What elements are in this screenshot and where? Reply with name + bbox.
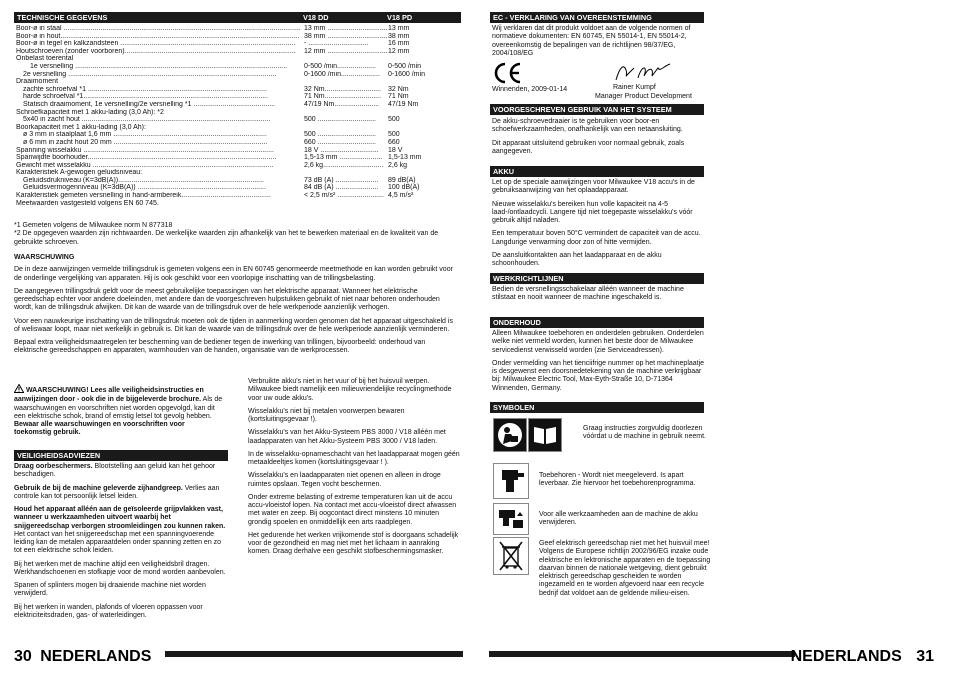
spec-label: Draaimoment	[16, 78, 59, 86]
right-language: NEDERLANDS	[790, 648, 902, 666]
signer-title: Manager Product Development	[595, 93, 692, 100]
tech-header: TECHNISCHE GEGEVENS	[17, 13, 108, 22]
spec-label: Boor-ø in staal ..........................................................................................................................	[16, 25, 301, 32]
spec-label: 2e versnelling ...........................................................................................................	[23, 70, 277, 78]
ond-p1: Alleen Milwaukee toebehoren en onderdelen gebruiken. Onderdelen welke niet vermeld worden, kunnen het beste door de Milwaukee servicedienst verwisseld worden (zie Serviceadressen).	[492, 330, 704, 354]
footnotes	[14, 222, 460, 247]
use-p2: Dit apparaat uitsluitend gebruiken voor normaal gebruik, zoals aangegeven.	[492, 139, 685, 155]
spec-row	[16, 200, 456, 208]
m1: Verbruikte akku's niet in het vuur of bij het huisvuil werpen. Milwaukee biedt namelijk een milieuvriendelijke recyclingmethode voor uw oude akku's.	[248, 378, 452, 402]
caution-bold-2: Bewaar alle waarschuwingen en voorschriften voor toekomstig gebruik.	[14, 421, 185, 437]
spec-label: Gewicht met wisselakku .............................................................................................	[16, 161, 274, 169]
m4: In de wisselakku-opnameschacht van het laadapparaat mogen géén metaaldeeltjes komen (kortsluitingsgevaar ! ).	[248, 450, 460, 466]
s1-bold: Draag oorbeschermers.	[14, 463, 93, 470]
caution-text: Als de waarschuwingen en voorschriften niet worden opgevolgd, kan dit een elektrische schok, brand of ernstig letsel tot gevolg hebben.	[14, 396, 223, 420]
spec-row	[16, 78, 456, 86]
akku-p3: Een temperatuur boven 50°C vermindert de capaciteit van de accu. Langdurige verwarming door zon of hitte vermijden.	[492, 230, 701, 246]
spec-label: Karakteristiek gemeten versnelling in hand-armbereik..............................................	[16, 192, 271, 200]
spec-value-v18dd: - ...............................	[304, 40, 369, 48]
spec-value-v18dd: 71 Nm.............................	[304, 93, 382, 101]
sym4-text: Geef elektrisch gereedschap niet met het huisvuil mee! Volgens de Europese richtlijn 2002/96/EG inzake oude elektrische en lektronische apparaten en de toepassing daarvan binnen de nationale wetgeving, dient gebruikt elektrisch gereedschap gescheiden te worden ingezameld en te worden afgevoerd naar een recycle bedrijf dat voldoet aan de geldende milieu-eisen.	[539, 540, 711, 597]
spec-value-v18pd: 13 mm	[388, 25, 410, 32]
spec-label: Spanwijdte boorhouder.................................................................................................	[16, 154, 277, 162]
signer-name: Rainer Kumpf	[613, 84, 656, 91]
warning-p4: Bepaal extra veiligheidsmaatregelen ter bescherming van de bediener tegen de inwerking van trillingen, bijvoorbeeld: onderhoud van elektrische gereedschappen en apparaten, warmhouden van de handen, organisatie van de werkprocessen.	[14, 339, 426, 355]
werk-header-bar	[490, 273, 704, 284]
sym3-text: Voor alle werkzaamheden aan de machine de akku verwijderen.	[539, 511, 698, 527]
col2-header: V18 PD	[387, 13, 413, 22]
m2: Wisselakku's niet bij metalen voorwerpen bewaren (kortsluitingsgevaar !).	[248, 407, 405, 423]
spec-value-v18dd: < 2,5 m/s² ........................	[304, 192, 384, 200]
caution-bold: WAARSCHUWING! Lees alle veiligheidsinstructies en aanwijzingen door - ook die in de bijgeleverde brochure.	[14, 387, 204, 404]
spec-row	[16, 139, 456, 147]
spec-label: Meetwaarden vastgesteld volgens EN 60 745.	[16, 199, 159, 207]
col1-header: V18 DD	[303, 13, 329, 22]
sym-header-bar	[490, 402, 704, 413]
spec-label: Boorkapaciteit met 1 akku-lading (3,0 Ah):	[16, 123, 146, 131]
spec-value-v18pd: 18 V	[388, 146, 403, 154]
sym2-text: Toebehoren - Wordt niet meegeleverd. Is apart leverbaar. Zie hiervoor het toebehorenprogramma.	[539, 472, 696, 488]
spec-row	[16, 86, 456, 94]
spec-label: 1e versnelling .............................................................................................................	[30, 62, 288, 70]
werk-p1: Bedien de versnellingsschakelaar alléén wanneer de machine stilstaat en nooit wanneer de machine ingeschakeld is.	[492, 286, 684, 302]
spec-value-v18dd: 12 mm ...............................	[304, 47, 388, 55]
use-section	[492, 118, 702, 161]
spec-label: Boor-ø in tegel en kalkzandsteen ..........................................................................................	[16, 40, 296, 48]
tech-header-bar	[14, 12, 461, 23]
spec-row	[16, 131, 456, 139]
spec-label: Spanning wisselakku ..................................................................................................	[16, 146, 274, 154]
left-page-number: 30	[14, 648, 32, 666]
spec-value-v18pd: 12 mm	[388, 47, 410, 55]
warning-title: WAARSCHUWING	[14, 254, 75, 261]
spec-value-v18dd: 13 mm ...............................	[304, 25, 388, 32]
spec-value-v18pd: 0-1600 /min	[388, 70, 425, 78]
spec-value-v18pd: 32 Nm	[388, 85, 409, 93]
spec-value-v18dd: 18 V ..............................	[304, 146, 379, 154]
spec-row	[16, 33, 456, 41]
spec-label: ø 6 mm in zacht hout 20 mm ...............................................................................	[23, 138, 268, 146]
m6: Onder extreme belasting of extreme temperaturen kan uit de accu accu-vloeistof lopen. Na contact met accu-vloeistof direct afwassen met water en zeep. Bij oogcontact direct minstens 10 minuten grondig spoelen en onmiddellijk een arts raadplegen.	[248, 493, 457, 526]
spec-value-v18pd: 16 mm	[388, 40, 410, 48]
spec-value-v18dd: 32 Nm.............................	[304, 85, 382, 93]
s5: Spanen of splinters mogen bij draaiende machine niet worden verwijderd.	[14, 582, 206, 598]
ond-header-bar	[490, 317, 704, 328]
ond-p2: Onder vermelding van het tienciifrige nummer op het machineplaatje is desgewenst een doorsnedetekening van de machine verkrijgbaar bij: Milwaukee Electric Tool, Max-Eyth-Straße 10, D-71364 Winnenden, Germany.	[492, 359, 705, 392]
s1-text: Blootstelling aan geluid kan het gehoor beschadigen.	[14, 463, 216, 479]
spec-label: Boor-ø in hout...........................................................................................................................	[16, 32, 300, 40]
spec-value-v18pd: 2,6 kg	[388, 161, 408, 169]
spec-value-v18dd: 38 mm ...............................	[304, 32, 388, 40]
right-page	[477, 0, 954, 677]
spec-row	[16, 184, 456, 192]
footnote-1: *1 Gemeten volgens de Milwaukee norm N 877318	[14, 222, 173, 229]
safety-header-bar	[14, 450, 228, 461]
spec-value-v18dd: 0-500 /min....................	[304, 62, 376, 70]
s3-bold: Houd het apparaat alléén aan de geïsoleerde grijpvlakken vast, wanneer u werkzaamheden uitvoert waarbij het snijgereedschap verborgen stroomleidingen zou kunnen raken.	[14, 506, 226, 530]
spec-value-v18pd: 100 dB(A)	[388, 184, 420, 192]
safety-advice	[14, 463, 226, 625]
spec-value-v18pd: 0-500 /min	[388, 62, 422, 70]
spec-label: 5x40 in zacht hout .................................................................................................	[23, 116, 271, 124]
use-p1: De akku-schroevedraaier is te gebruiken voor boor-en schoefwerkzaamheden, onafhankelijk van een netaansluiting.	[492, 118, 683, 134]
akku-p2: Nieuwe wisselakku's bereiken hun volle kapaciteit na 4-5 laad-/ontlaadcycli. Langere tijd niet toegepaste wisselakku's vóór gebruik altijd naladen.	[492, 200, 693, 224]
spec-value-v18dd: 73 dB (A) ......................	[304, 176, 379, 184]
spec-row	[16, 116, 456, 124]
ond-section	[492, 330, 706, 398]
spec-value-v18dd: 500 ..............................	[304, 131, 376, 139]
spec-label: ø 3 mm in staalplaat 1,6 mm ...............................................................................	[23, 131, 267, 139]
spec-label: Houtschroeven (zonder voorboren)........................................................................................	[16, 47, 296, 55]
spec-table	[16, 25, 456, 207]
spec-row	[16, 192, 456, 200]
s3-text: Het contact van het snijgereedschap met een spanningvoerende leiding kan de metalen apparaatdelen onder spanning zetten en zo tot een elektrische schok leiden.	[14, 530, 222, 555]
s4: Bij het werken met de machine altijd een veiligheidsbril dragen. Werkhandschoenen en stofkapje voor de mond worden aanbevolen.	[14, 560, 226, 576]
spec-value-v18dd: 84 dB (A) ......................	[304, 184, 379, 192]
spec-value-v18pd: 89 dB(A)	[388, 176, 416, 184]
spec-row	[16, 177, 456, 185]
right-page-number: 31	[916, 648, 934, 666]
spec-value-v18pd: 71 Nm	[388, 93, 409, 101]
warning-p2: De aangegeven trillingsdruk geldt voor de meest gebruikelijke toepassingen van het elektrische apparaat. Wanneer het elektrische gereedschap echter voor andere doeleinden, met andere dan de voorgeschreven hulpstukken gebruikt of niet naar behoren onderhouden wordt, kan de trillingsdruk afwijken. Dit kan de waarde van de trillingsdruk over de hele werkperiode aanzienlijk verhogen.	[14, 287, 440, 312]
place-date: Winnenden, 2009-01-14	[492, 86, 568, 93]
spec-row	[16, 63, 456, 71]
safety-header: VEILIGHEIDSADVIEZEN	[17, 451, 101, 460]
spec-row	[16, 162, 456, 170]
spec-label: harde schroefval *1...............................................................................................	[23, 93, 269, 101]
warning-p3: Voor een nauwkeurige inschatting van de trillingsdruk moeten ook de tijden in aanmerking worden genomen dat het apparaat uitgeschakeld is of weliswaar loopt, maar niet werkelijk in gebruik is. Dit kan de waarde van de trillingsdruk over de hele werkperiode aanzienlijk verminderen.	[14, 317, 453, 333]
weee-bin-icon	[493, 537, 529, 575]
vibration-warning	[14, 254, 460, 361]
spec-value-v18pd: 500	[388, 116, 400, 124]
spec-row	[16, 71, 456, 79]
accessory-icon	[493, 463, 529, 499]
left-language: NEDERLANDS	[40, 648, 152, 666]
right-footer	[791, 648, 934, 667]
spec-row	[16, 124, 456, 132]
spec-value-v18pd: 660	[388, 138, 400, 146]
remove-battery-icon	[493, 503, 529, 535]
read-manual-icon	[493, 418, 527, 452]
spec-label: Geluidsdrukniveau (K=3dB(A))...........................................................................	[23, 176, 264, 184]
spec-value-v18pd: 38 mm	[388, 32, 410, 40]
akku-p1: Let op de speciale aanwijzingen voor Milwaukee V18 accu's in de gebruiksaanwijzing van het oplaadapparaat.	[492, 179, 695, 195]
footer-line-left	[165, 651, 463, 657]
s2-bold: Gebruik de bij de machine geleverde zijhandgreep.	[14, 484, 183, 492]
caution-block	[14, 384, 224, 438]
spec-value-v18dd: 500 ..............................	[304, 116, 376, 124]
spec-row	[16, 154, 456, 162]
spec-label: zachte schroefval *1 ............................................................................................	[23, 85, 267, 93]
ond-header: ONDERHOUD	[493, 318, 541, 327]
m3: Wisselakku's van het Akku-Systeem PBS 3000 / V18 alléén met laadapparaten van het Akku-Systeem PBS 3000 / V18 laden.	[248, 429, 446, 445]
spec-value-v18pd: 4,5 m/s²	[388, 192, 414, 200]
akku-header: AKKU	[493, 167, 515, 176]
spec-label: Karakteristiek A-gewogen geluidsniveau:	[16, 169, 143, 177]
spec-row	[16, 40, 456, 48]
ec-header-bar	[490, 12, 704, 23]
ec-text: Wij verklaren dat dit produkt voldoet aan de volgende normen of normatieve dokumenten: EN 60745, EN 55014-1, EN 55014-2, overeenkomstig de bepalingen van de richtlijnen 98/37/EG, 2004/108/EG	[492, 25, 691, 57]
footer-line-right	[489, 651, 795, 657]
spec-row	[16, 55, 456, 63]
spec-row	[16, 48, 456, 56]
spec-value-v18dd: 47/19 Nm.......................	[304, 100, 380, 108]
spec-value-v18pd: 500	[388, 131, 400, 139]
sym1-text: Graag instructies zorgvuldig doorlezen vóórdat u de machine in gebruik neemt.	[583, 425, 706, 441]
spec-value-v18dd: 2,6 kg...............................	[304, 161, 384, 169]
m5: Wisselakku's en laadapparaten niet openen en alleen in droge ruimtes opslaan. Tegen vocht beschermen.	[248, 472, 441, 488]
footnote-2: *2 De opgegeven waarden zijn richtwaarden. De werkelijke waarden zijn afhankelijk van het te bewerken materiaal en de kwaliteit van de gebruikte schroeven.	[14, 230, 439, 246]
left-footer	[14, 648, 151, 667]
spec-value-v18dd: 1,5-13 mm ......................	[304, 154, 383, 162]
spec-row	[16, 101, 456, 109]
werk-section	[492, 286, 702, 308]
s2-text: Verlies aan controle kan tot persoonlijk letsel leiden.	[14, 484, 220, 500]
ce-mark-icon	[493, 62, 523, 84]
spec-value-v18dd: 0-1600 /min....................	[304, 70, 380, 78]
akku-header-bar	[490, 166, 704, 177]
spec-row	[16, 93, 456, 101]
akku-section	[492, 179, 707, 273]
spec-value-v18dd: 660 ..............................	[304, 138, 376, 146]
use-header: VOORGESCHREVEN GEBRUIK VAN HET SYSTEEM	[493, 105, 672, 114]
spec-value-v18pd: 47/19 Nm	[388, 100, 419, 108]
spec-value-v18pd: 1,5-13 mm	[388, 154, 422, 162]
book-icon	[528, 418, 562, 452]
warning-p1: De in deze aanwijzingen vermelde trillingsdruk is gemeten volgens een in EN 60745 genormeerde meetmethode en kan worden gebruikt voor de onderlinge vergelijking van apparaten. Hij is ook geschikt voor een voorlopige inschatting van de trillingsbelasting.	[14, 266, 453, 282]
spec-label: Geluidsvermogenniveau (K=3dB(A)) ..................................................................	[23, 184, 266, 192]
m7: Het gedurende het werken vrijkomende stof is doorgaans schadelijk voor de gezondheid en mag niet met het lichaam in aanraking komen. Draag derhalve een geschikt stofbeschermingsmasker.	[248, 531, 459, 556]
spec-label: Schroefkapaciteit met 1 akku-lading (3,0 Ah): *2	[16, 108, 164, 116]
battery-advice	[248, 378, 460, 562]
spec-row	[16, 169, 456, 177]
akku-p4: De aansluitkontakten aan het laadapparaat en de akku schoonhouden.	[492, 251, 662, 267]
sym-header: SYMBOLEN	[493, 403, 535, 412]
spec-row	[16, 147, 456, 155]
spec-label: Onbelast toerental	[16, 55, 74, 63]
spec-row	[16, 25, 456, 33]
use-header-bar	[490, 104, 704, 115]
spec-label: Statisch draaimoment, 1e versnelling/2e versnelling *1 ..........................................	[23, 100, 276, 108]
ec-header: EC - VERKLARING VAN OVEREENSTEMMING	[493, 13, 652, 22]
s6: Bij het werken in wanden, plafonds of vloeren oppassen voor elektriciteitsdraden, gas- of waterleidingen.	[14, 603, 203, 619]
warning-triangle-icon	[14, 384, 24, 396]
spec-row	[16, 109, 456, 117]
werk-header: WERKRICHTLIJNEN	[493, 274, 564, 283]
